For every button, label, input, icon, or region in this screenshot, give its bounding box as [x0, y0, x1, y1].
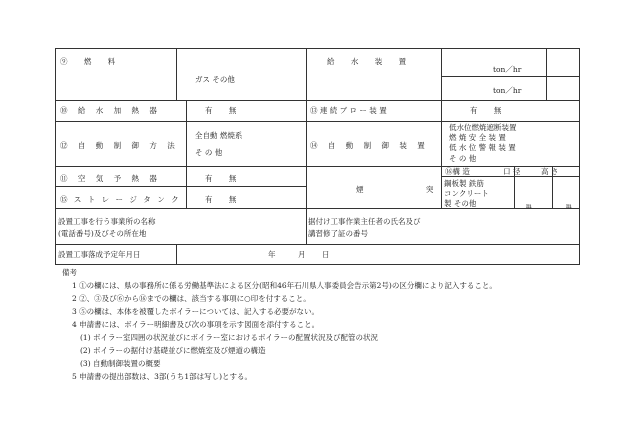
completion-day: 日	[322, 250, 330, 259]
row-divider	[56, 208, 579, 209]
business-label-line2: (電話番号)及びその所在地	[58, 229, 147, 238]
control-device-item: そ の 他	[449, 154, 477, 163]
col-divider	[186, 100, 187, 208]
water-supply-unit-1: ton／hr	[493, 65, 522, 74]
row-divider	[441, 176, 579, 177]
row-divider	[441, 76, 579, 77]
control-method-label: ⑫ 自 動 制 御 方 法	[60, 141, 179, 150]
fuel-value: ガス その他	[195, 75, 235, 84]
control-method-line2: そ の 他	[195, 148, 223, 157]
chief-label-line1: 据付け工事作業主任者の氏名及び	[308, 217, 421, 226]
air-preheater-value: 有 無	[205, 174, 244, 183]
chimney-diameter-unit: m	[526, 203, 532, 210]
control-device-item: 低水位燃焼遮断装置	[449, 123, 517, 132]
chimney-label: 煙 突	[356, 185, 464, 194]
control-device-item: 燃 焼 安 全 装 置	[449, 133, 506, 142]
chief-label-line2: 講習修了証の番号	[308, 229, 368, 238]
chimney-diameter-header: 口 径	[503, 167, 521, 176]
row-divider	[56, 186, 306, 187]
chimney-material: 鋼板製 鉄筋	[444, 179, 484, 188]
note-item: 5 申請書の提出部数は、3部(うち1部は写し)とする。	[72, 372, 253, 381]
note-item: 1 ①の欄には、県の事務所に係る労働基準法による区分(昭和46年石川県人事委員会告示第2号)の区分欄により記入すること。	[72, 281, 497, 290]
note-item: 3 ⑤の欄は、本体を被覆したボイラーについては、記入する必要がない。	[72, 307, 320, 316]
note-subitem: (3) 自動制御装置の概要	[80, 359, 161, 368]
control-method-line1: 全自動 燃焼系	[195, 131, 243, 140]
chimney-height-unit: m	[566, 203, 572, 210]
chimney-height-header: 高 さ	[541, 167, 559, 176]
col-divider	[306, 49, 307, 244]
blowdown-label: ⑬ 連 続 ブ ロ ー 装 置	[310, 106, 387, 115]
blowdown-value: 有 無	[470, 106, 509, 115]
chimney-structure-header: ⑯構 造	[445, 167, 470, 176]
water-supply-unit-2: ton／hr	[493, 86, 522, 95]
feedwater-heater-value: 有 無	[205, 106, 244, 115]
col-divider	[176, 244, 177, 264]
storage-tank-label: ⑮ ス ト レ ー ジ タ ン ク	[60, 195, 181, 204]
row-divider	[56, 100, 579, 101]
storage-tank-value: 有 無	[205, 195, 244, 204]
feedwater-heater-label: ⑩ 給 水 加 熱 器	[60, 106, 161, 115]
note-item: 2 ②、③及び⑥から⑯までの欄は、該当する事項に○印を付すること。	[72, 294, 311, 303]
business-label-line1: 設置工事を行う事業所の名称	[58, 217, 156, 226]
notes-title: 備考	[62, 268, 77, 277]
water-supply-label: 給 水 装 置	[327, 57, 414, 66]
col-divider	[546, 49, 547, 100]
chimney-material: 製 その他	[444, 199, 477, 208]
col-divider	[176, 49, 177, 100]
row-divider	[56, 244, 579, 245]
control-device-item: 低 水 位 警 報 装 置	[449, 143, 516, 152]
completion-month: 月	[298, 250, 306, 259]
completion-label: 設置工事落成予定年月日	[58, 250, 141, 259]
row-divider	[56, 121, 579, 122]
note-item: 4 申請書には、ボイラー明細書及び次の事項を示す図面を添付すること。	[72, 320, 320, 329]
chimney-material: コンクリート	[444, 189, 489, 198]
control-device-label: ⑭ 自 動 制 御 装 置	[310, 141, 429, 150]
fuel-label: ⑨ 燃 料	[60, 57, 123, 66]
completion-year: 年	[268, 250, 276, 259]
col-divider	[441, 49, 442, 100]
air-preheater-label: ⑪ 空 気 予 熱 器	[60, 174, 161, 183]
note-subitem: (1) ボイラー室四囲の状況並びにボイラー室におけるボイラーの配置状況及び配管の状況	[80, 333, 379, 342]
row-divider	[56, 166, 579, 167]
note-subitem: (2) ボイラーの据付け基礎並びに燃焼室及び煙道の構造	[80, 346, 266, 355]
